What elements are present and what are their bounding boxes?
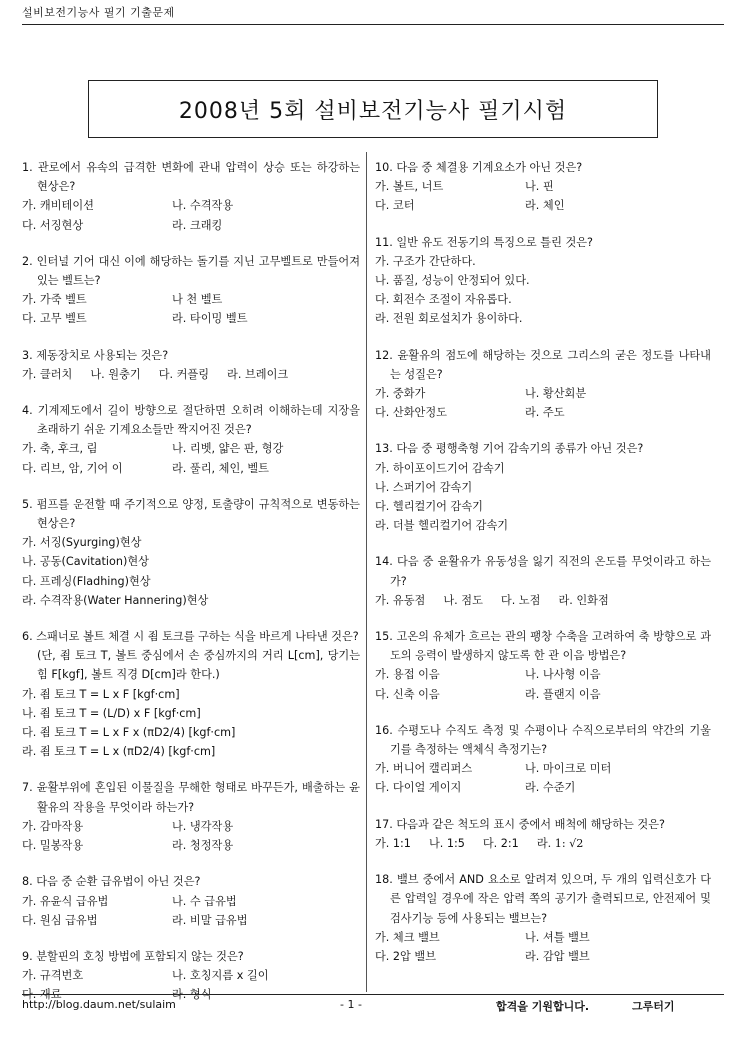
option-ga: 가. 죔 토크 T = L x F [kgf·cm]: [22, 687, 180, 701]
option-ga: 가. 가죽 벨트: [22, 293, 87, 307]
options: [375, 834, 711, 853]
option-da: 다. 2:1: [482, 836, 519, 850]
question-text: 11. 일반 유도 전동기의 특징으로 틀린 것은?: [375, 235, 593, 249]
option-na: 나. 리벳, 얇은 판, 형강: [172, 442, 284, 456]
question-text: 15. 고온의 유체가 흐르는 관의 팽창 수축을 고려하여 축 방향으로 과도의 응력이 발생하지 않도록 한 관 이음 방법은?: [375, 630, 711, 663]
option-na: 나. 호칭지름 x 길이: [172, 969, 269, 983]
option-ra: 라. 1: √2: [536, 836, 584, 850]
page-header: 설비보전기능사 필기 기출문제: [22, 6, 175, 19]
options: [22, 365, 360, 384]
option-da: 다. 신축 이음: [375, 687, 440, 701]
option-da: 다. 다이얼 게이지: [375, 781, 462, 795]
question-text: 8. 다음 중 순환 급유법이 아닌 것은?: [22, 875, 201, 889]
question-14: [375, 552, 711, 610]
option-da: 다. 헬리컬기어 감속기: [375, 500, 483, 514]
options: [375, 384, 711, 422]
option-ra: 라. 죔 토크 T = L x (πD2/4) [kgf·cm]: [22, 745, 216, 759]
question-text: 3. 제동장치로 사용되는 것은?: [22, 348, 169, 362]
option-da: 다. 코터: [375, 199, 415, 213]
option-ga: 가. 하이포이드기어 감속기: [375, 461, 505, 475]
option-ga: 가. 구조가 간단하다.: [375, 254, 476, 268]
option-na: 나. 나사형 이음: [525, 668, 601, 682]
question-text: 7. 윤활부위에 혼입된 이물질을 무해한 형태로 바꾸든가, 배출하는 윤활유의 작용을 무엇이라 하는가?: [22, 781, 360, 814]
option-ga: 가. 축, 후크, 림: [22, 442, 98, 456]
page-number: - 1 -: [340, 998, 362, 1011]
option-na: 나. 마이크로 미터: [525, 762, 612, 776]
options: [375, 928, 711, 966]
option-da: 다. 리브, 암, 기어 이: [22, 461, 123, 475]
question-text: 4. 기계제도에서 길이 방향으로 절단하면 오히려 이해하는데 지장을 초래하기 쉬운 기계요소들만 짝지어진 것은?: [22, 404, 360, 437]
question-text: 2. 인터널 기어 대신 이에 해당하는 돌기를 지닌 고무벨트로 만들어져 있는 벨트는?: [22, 254, 360, 288]
option-da: 다. 커플링: [158, 367, 210, 381]
options: [375, 665, 711, 703]
option-ga: 가. 중화가: [375, 387, 426, 401]
question-8: [22, 872, 360, 930]
option-ga: 가. 체크 밸브: [375, 930, 440, 944]
option-ga: 가. 버니어 캘리퍼스: [375, 762, 473, 776]
option-ga: 가. 유동점: [375, 593, 426, 607]
option-ra: 라. 수격작용(Water Hannering)현상: [22, 593, 209, 607]
option-ra: 라. 체인: [525, 199, 565, 213]
question-13: [375, 439, 711, 535]
option-ra: 라. 타이밍 벨트: [172, 312, 248, 326]
option-ga: 가. 규격번호: [22, 969, 84, 983]
question-text: 10. 다음 중 체결용 기계요소가 아닌 것은?: [375, 161, 583, 174]
option-ra: 라. 더블 헬리컬기어 감속기: [375, 519, 509, 533]
option-ra: 라. 브레이크: [227, 367, 289, 381]
exam-title: 2008년 5회 설비보전기능사 필기시험: [178, 98, 568, 124]
option-na: 나. 1:5: [428, 836, 465, 850]
options: [22, 439, 360, 477]
option-ga: 가. 유윤식 급유법: [22, 894, 109, 908]
options: [22, 196, 360, 234]
option-na: 나. 공동(Cavitation)현상: [22, 555, 149, 569]
question-text: 6. 스패너로 볼트 체결 시 죔 토크를 구하는 식을 바르게 나타낸 것은?: [22, 630, 359, 644]
question-text: 12. 윤활유의 점도에 해당하는 것으로 그리스의 굳은 정도를 나타내는 성질은?: [375, 348, 711, 381]
exam-title-box: [88, 80, 658, 138]
option-na: 나. 품질, 성능이 안정되어 있다.: [375, 274, 530, 288]
question-text: 5. 펌프를 운전할 때 주기적으로 양정, 토출량이 규칙적으로 변동하는 현상은?: [22, 497, 360, 531]
options: [22, 533, 360, 610]
option-na: 나. 점도: [443, 593, 483, 607]
question-text: 17. 다음과 같은 척도의 표시 중에서 배척에 해당하는 것은?: [375, 817, 665, 831]
footer-url: http://blog.daum.net/sulaim: [22, 998, 176, 1011]
footer-message: 합격을 기원합니다.: [496, 1000, 590, 1013]
question-9: [22, 947, 360, 1005]
option-ra: 라. 청정작용: [172, 839, 234, 853]
option-ga: 가. 1:1: [375, 836, 411, 850]
options: [375, 177, 711, 215]
option-ra: 라. 인화점: [558, 593, 609, 607]
option-ga: 가. 볼트, 너트: [375, 180, 444, 194]
option-ra: 라. 플랜지 이음: [525, 687, 601, 701]
option-da: 다. 산화안정도: [375, 406, 447, 420]
question-5: [22, 495, 360, 610]
option-na: 나. 수 급유법: [172, 894, 237, 908]
question-16: [375, 721, 711, 798]
option-ga: 가. 용접 이음: [375, 668, 440, 682]
question-text: 18. 밸브 중에서 AND 요소로 알려져 있으며, 두 개의 입력신호가 다른 압력일 경우에 작은 압력 쪽의 공기가 출력되므로, 안전제어 및 검사기능 등에 사용되는 밸브는?: [375, 873, 712, 925]
question-3: [22, 346, 360, 384]
question-note: (단, 죔 토크 T, 볼트 중심에서 손 중심까지의 거리 L[cm], 당기는 힘 F[kgf], 볼트 직경 D[cm]라 한다.): [37, 649, 360, 682]
header-rule: [22, 24, 724, 25]
option-na: 나. 핀: [525, 180, 554, 194]
footer-author: 그루터기: [632, 1000, 675, 1013]
option-ra: 라. 비말 급유법: [172, 913, 248, 927]
question-text: 9. 분할핀의 호칭 방법에 포함되지 않는 것은?: [22, 949, 244, 963]
option-ga: 가. 클러치: [22, 367, 73, 381]
footer-rule: [22, 994, 724, 995]
option-da: 다. 원심 급유법: [22, 913, 98, 927]
option-ga: 가. 서징(Syurging)현상: [22, 536, 142, 550]
options: [22, 892, 360, 930]
option-da: 다. 죔 토크 T = L x F x (πD2/4) [kgf·cm]: [22, 726, 236, 740]
options: [22, 290, 360, 328]
option-da: 다. 서징현상: [22, 218, 84, 232]
question-17: [375, 815, 711, 853]
question-10: [375, 158, 711, 216]
option-da: 다. 재료: [22, 988, 62, 1002]
option-da: 다. 프레싱(Fladhing)현상: [22, 574, 151, 588]
question-7: [22, 778, 360, 855]
question-1: [22, 158, 360, 235]
options: [22, 817, 360, 855]
option-na: 나. 셔틀 밸브: [525, 930, 590, 944]
option-ra: 라. 형식: [172, 988, 212, 1002]
right-column: [375, 158, 711, 983]
question-11: [375, 233, 711, 329]
option-na: 나. 냉각작용: [172, 819, 234, 833]
option-na: 나. 수격작용: [172, 199, 234, 213]
option-ga: 가. 캐비테이션: [22, 199, 94, 213]
option-na: 나. 스퍼기어 감속기: [375, 480, 473, 494]
question-text: 14. 다음 중 윤활유가 유동성을 잃기 직전의 온도를 무엇이라고 하는가?: [375, 555, 711, 588]
column-divider: [366, 152, 367, 992]
option-ra: 라. 풀리, 체인, 벨트: [172, 461, 269, 475]
question-6: [22, 627, 360, 761]
question-12: [375, 346, 711, 423]
question-18: [375, 870, 711, 966]
option-na: 나. 원충기: [90, 367, 141, 381]
option-da: 다. 밀봉작용: [22, 839, 84, 853]
option-da: 다. 노점: [500, 593, 541, 607]
question-text: 1. 관로에서 유속의 급격한 변화에 관내 압력이 상승 또는 하강하는 현상은?: [22, 161, 361, 194]
option-ra: 라. 전원 회로설치가 용이하다.: [375, 312, 523, 326]
option-ra: 라. 수준기: [525, 781, 576, 795]
option-ra: 라. 주도: [525, 406, 565, 420]
question-text: 16. 수평도나 수직도 측정 및 수평이나 수직으로부터의 약간의 기울기를 측정하는 액체식 측정기는?: [375, 723, 711, 757]
options: [375, 759, 711, 797]
option-na: 나. 황산회분: [525, 387, 587, 401]
question-4: [22, 401, 360, 478]
options: [375, 459, 711, 536]
option-ra: 라. 크래킹: [172, 218, 223, 232]
question-2: [22, 252, 360, 329]
options: [22, 685, 360, 762]
option-da: 다. 고무 벨트: [22, 312, 87, 326]
question-15: [375, 627, 711, 704]
option-ra: 라. 감압 밸브: [525, 949, 590, 963]
option-na: 나. 죔 토크 T = (L/D) x F [kgf·cm]: [22, 706, 201, 720]
option-ga: 가. 감마작용: [22, 819, 84, 833]
options: [375, 252, 711, 329]
option-na: 나 천 벨트: [172, 293, 223, 307]
question-text: 13. 다음 중 평행축형 기어 감속기의 종류가 아닌 것은?: [375, 442, 644, 456]
options: [375, 591, 711, 610]
left-column: [22, 158, 360, 1022]
option-da: 다. 2압 밸브: [375, 949, 437, 963]
option-da: 다. 회전수 조절이 자유롭다.: [375, 293, 512, 307]
